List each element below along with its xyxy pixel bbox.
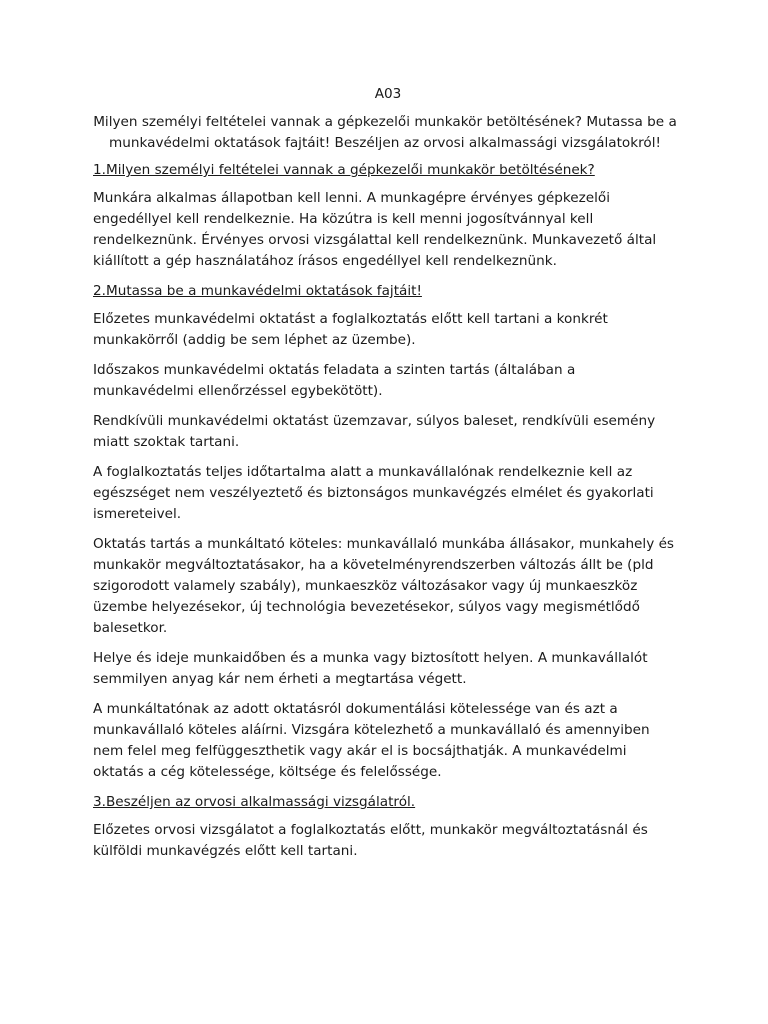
- section-3-paragraph: Előzetes orvosi vizsgálatot a foglalkoztatás előtt, munkakör megváltoztatásnál és külföldi munkavégzés előtt kell tartani.: [93, 822, 648, 859]
- section-2-heading: 2.Mutassa be a munkavédelmi oktatások fajtáit!: [93, 283, 422, 299]
- section-2-paragraph: A munkáltatónak az adott oktatásról dokumentálási kötelessége van és azt a munkavállaló köteles aláírni. Vizsgára kötelezhető a munkavállaló és amennyiben nem felel meg felfüggeszthetik vagy akár el is bocsájthatják. A munkavédelmi oktatás a cég kötelessége, költsége és felelőssége.: [93, 701, 650, 780]
- section-2-paragraph: Helye és ideje munkaidőben és a munka vagy biztosított helyen. A munkavállalót semmilyen anyag kár nem érheti a megtartása végett.: [93, 650, 648, 687]
- document-page: [93, 84, 677, 871]
- section-2-paragraph: Előzetes munkavédelmi oktatást a foglalkoztatás előtt kell tartani a konkrét munkakörről (addig be sem léphet az üzembe).: [93, 311, 608, 348]
- section-2-paragraph: A foglalkoztatás teljes időtartalma alatt a munkavállalónak rendelkeznie kell az egészséget nem veszélyeztető és biztonságos munkavégzés elmélet és gyakorlati ismereteivel.: [93, 464, 654, 522]
- section-1-heading: 1.Milyen személyi feltételei vannak a gépkezelői munkakör betöltésének?: [93, 162, 595, 178]
- section-1-paragraph: Munkára alkalmas állapotban kell lenni. A munkagépre érvényes gépkezelői engedéllyel kell rendelkeznie. Ha közútra is kell menni jogosítvánnyal kell rendelkeznünk. Érvényes orvosi vizsgálattal kell rendelkeznünk. Munkavezető által kiállított a gép használatához írásos engedéllyel kell rendelkeznünk.: [93, 190, 657, 269]
- intro-questions: Milyen személyi feltételei vannak a gépkezelői munkakör betöltésének? Mutassa be a munkavédelmi oktatások fajtáit! Beszéljen az orvosi alkalmassági vizsgálatokról!: [93, 114, 677, 151]
- document-id: A03: [374, 86, 402, 102]
- section-2-paragraph: Rendkívüli munkavédelmi oktatást üzemzavar, súlyos baleset, rendkívüli esemény miatt szoktak tartani.: [93, 413, 656, 450]
- section-3-heading: 3.Beszéljen az orvosi alkalmassági vizsgálatról.: [93, 794, 416, 810]
- section-2-paragraph: Oktatás tartás a munkáltató köteles: munkavállaló munkába állásakor, munkahely és munkakör megváltoztatásakor, ha a követelményrendszerben változás állt be (pld szigorodott valamely szabály), munkaeszköz változásakor vagy új munkaeszköz üzembe helyezésekor, új technológia bevezetésekor, súlyos vagy megismétlődő balesetkor.: [93, 536, 675, 636]
- section-2-paragraph: Időszakos munkavédelmi oktatás feladata a szinten tartás (általában a munkavédelmi ellenőrzéssel egybekötött).: [93, 362, 576, 399]
